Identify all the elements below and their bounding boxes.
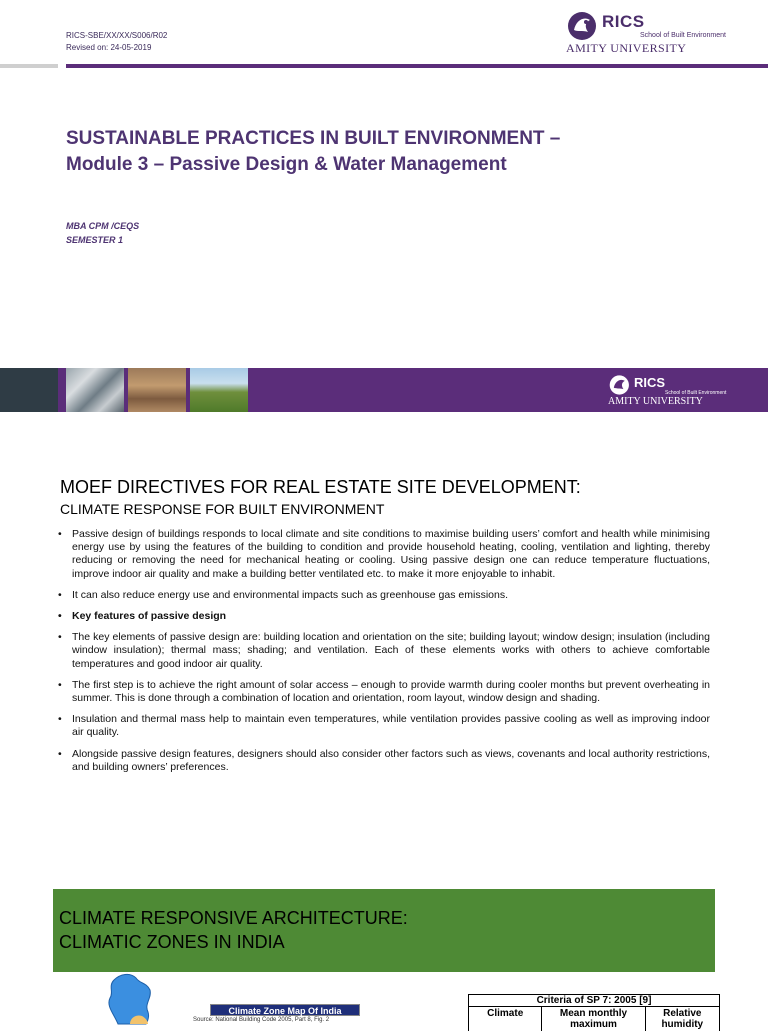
program-name: MBA CPM /CEQS bbox=[66, 221, 140, 231]
course-title-line2: Module 3 – Passive Design & Water Management bbox=[66, 154, 507, 175]
bullet-item: • Insulation and thermal mass help to maintain even temperatures, while ventilation provides passive cooling as well as improving indoor air quality. bbox=[58, 713, 710, 739]
bullet-item: • The first step is to achieve the right amount of solar access – enough to provide warmth during cooler months but prevent overheating in summer. This is done through a combination of location and orientation, room layout, window design and shading. bbox=[58, 679, 710, 705]
bullet-item: • It can also reduce energy use and environmental impacts such as greenhouse gas emissions. bbox=[58, 589, 710, 602]
banner-logo bbox=[608, 372, 728, 408]
table-header-row bbox=[469, 1007, 719, 1031]
landscape-photo bbox=[190, 368, 248, 412]
table-caption: Criteria of SP 7: 2005 [9] bbox=[469, 995, 719, 1007]
university-name: AMITY UNIVERSITY bbox=[566, 41, 687, 55]
revision-date: Revised on: 24-05-2019 bbox=[66, 43, 152, 52]
map-source: Source: National Building Code 2005, Part 8, Fig. 2 bbox=[193, 1017, 330, 1023]
bullet-item: • The key elements of passive design are: building location and orientation on the site; building layout; window design; insulation (including window insulation); thermal mass; shading; and ventilation. Each of these elements works with others to achieve comfortable temperatures and good indoor air quality. bbox=[58, 631, 710, 671]
content-slide bbox=[0, 430, 768, 870]
header-rule-left bbox=[0, 64, 58, 68]
document-code: RICS-SBE/XX/XX/S006/R02 bbox=[66, 31, 168, 40]
table-header-cell: Mean monthly maximum bbox=[542, 1007, 645, 1031]
course-title bbox=[66, 126, 706, 178]
rics-amity-logo bbox=[566, 8, 726, 56]
india-map-icon bbox=[100, 970, 210, 1024]
bullet-heading: • Key features of passive design bbox=[58, 610, 710, 623]
map-title: Climate Zone Map Of India bbox=[210, 1004, 360, 1016]
program-info bbox=[66, 219, 139, 247]
table-header-cell: Relative humidity bbox=[661, 1008, 704, 1030]
header-rule bbox=[66, 64, 768, 68]
rics-emblem-icon bbox=[566, 10, 600, 42]
university-name: AMITY UNIVERSITY bbox=[608, 396, 703, 407]
section-header-box bbox=[53, 889, 715, 972]
semester-label: SEMESTER 1 bbox=[66, 235, 124, 245]
banner-dark-block bbox=[0, 368, 58, 412]
school-name: School of Built Environment bbox=[665, 390, 727, 396]
rics-wordmark: RICS bbox=[602, 12, 645, 31]
footer-banner bbox=[0, 368, 768, 412]
section-title-line2: CLIMATIC ZONES IN INDIA bbox=[59, 932, 285, 952]
slide-title: MOEF DIRECTIVES FOR REAL ESTATE SITE DEVELOPMENT: bbox=[60, 477, 581, 497]
bullet-item: • Alongside passive design features, designers should also consider other factors such as views, covenants and local authority restrictions, and building owners’ preferences. bbox=[58, 748, 710, 774]
section-title-line1: CLIMATE RESPONSIVE ARCHITECTURE: bbox=[59, 908, 408, 928]
building-photo bbox=[128, 368, 186, 412]
course-title-line1: SUSTAINABLE PRACTICES IN BUILT ENVIRONMENT – bbox=[66, 128, 561, 149]
rics-emblem-icon bbox=[608, 374, 632, 396]
bullet-item: • Passive design of buildings responds to local climate and site conditions to maximise building users’ comfort and health while minimising energy use by using the features of the building to condition and provide household heating, cooling, ventilation and lighting, thereby reducing or removing the need for mechanical heating or cooling. Using passive design one can reduce temperature fluctuations, improve indoor air quality and make a building better ventilated etc. to make it more enjoyable to inhabit. bbox=[58, 528, 710, 581]
table-header-cell: Climate bbox=[469, 1007, 542, 1031]
scaffold-photo bbox=[66, 368, 124, 412]
school-name: School of Built Environment bbox=[640, 32, 726, 39]
rics-wordmark: RICS bbox=[634, 375, 666, 390]
bullet-list bbox=[58, 528, 710, 782]
title-slide bbox=[0, 0, 768, 366]
criteria-table bbox=[468, 994, 720, 1031]
slide-subtitle: CLIMATE RESPONSE FOR BUILT ENVIRONMENT bbox=[60, 501, 385, 517]
document-meta bbox=[66, 30, 167, 54]
